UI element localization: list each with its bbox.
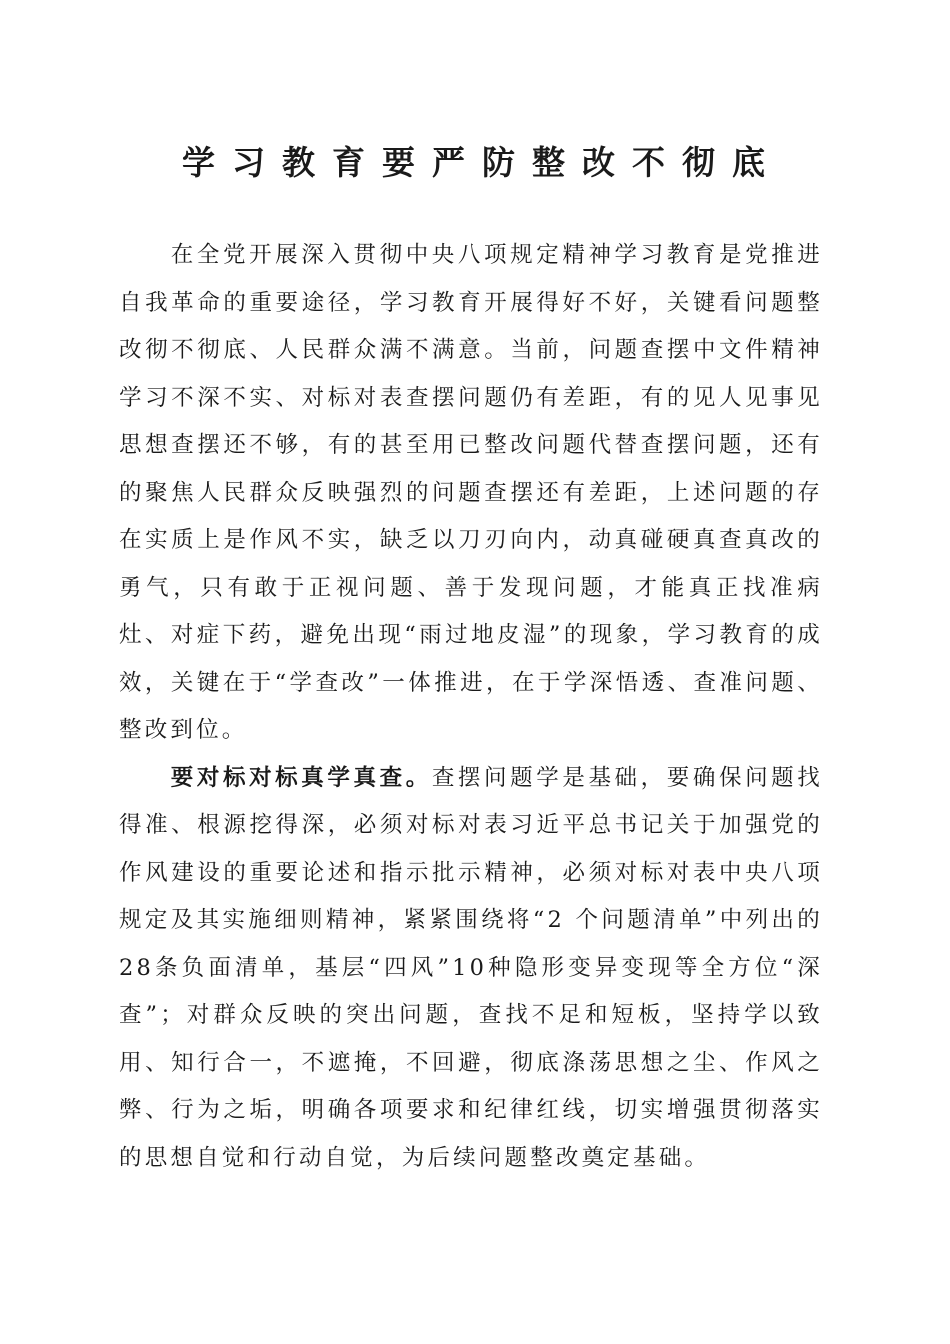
paragraph-text: 在全党开展深入贯彻中央八项规定精神学习教育是党推进自我革命的重要途径，学习教育开展得好不好，关键看问题整改彻不彻底、人民群众满不满意。当前，问题查摆中文件精神学习不深不实、对标对表查摆问题仍有差距，有的见人见事见思想查摆还不够，有的甚至用已整改问题代替查摆问题，还有的聚焦人民群众反映强烈的问题查摆还有差距，上述问题的存在实质上是作风不实，缺乏以刀刃向内，动真碰硬真查真改的勇气，只有敢于正视问题、善于发现问题，才能真正找准病灶、对症下药，避免出现“雨过地皮湿”的现象，学习教育的成效，关键在于“学查改”一体推进，在于学深悟透、查准问题、整改到位。 xyxy=(119,242,823,743)
paragraph-section-1 xyxy=(119,755,823,1183)
paragraph-text: 查摆问题学是基础，要确保问题找得准、根源挖得深，必须对标对表习近平总书记关于加强党的作风建设的重要论述和指示批示精神，必须对标对表中央八项规定及其实施细则精神，紧紧围绕将“2 个问题清单”中列出的28条负面清单，基层“四风”10种隐形变异变现等全方位“深查”；对群众反映的突出问题，查找不足和短板，坚持学以致用、知行合一，不遮掩，不回避，彻底涤荡思想之尘、作风之弊、行为之垢，明确各项要求和纪律红线，切实增强贯彻落实的思想自觉和行动自觉，为后续问题整改奠定基础。 xyxy=(119,764,823,1171)
document-title: 学习教育要严防整改不彻底 xyxy=(182,143,782,182)
paragraph-lead-heading: 要对标对标真学真查。 xyxy=(170,764,432,791)
document-body xyxy=(119,232,823,1182)
paragraph-intro xyxy=(119,232,823,755)
